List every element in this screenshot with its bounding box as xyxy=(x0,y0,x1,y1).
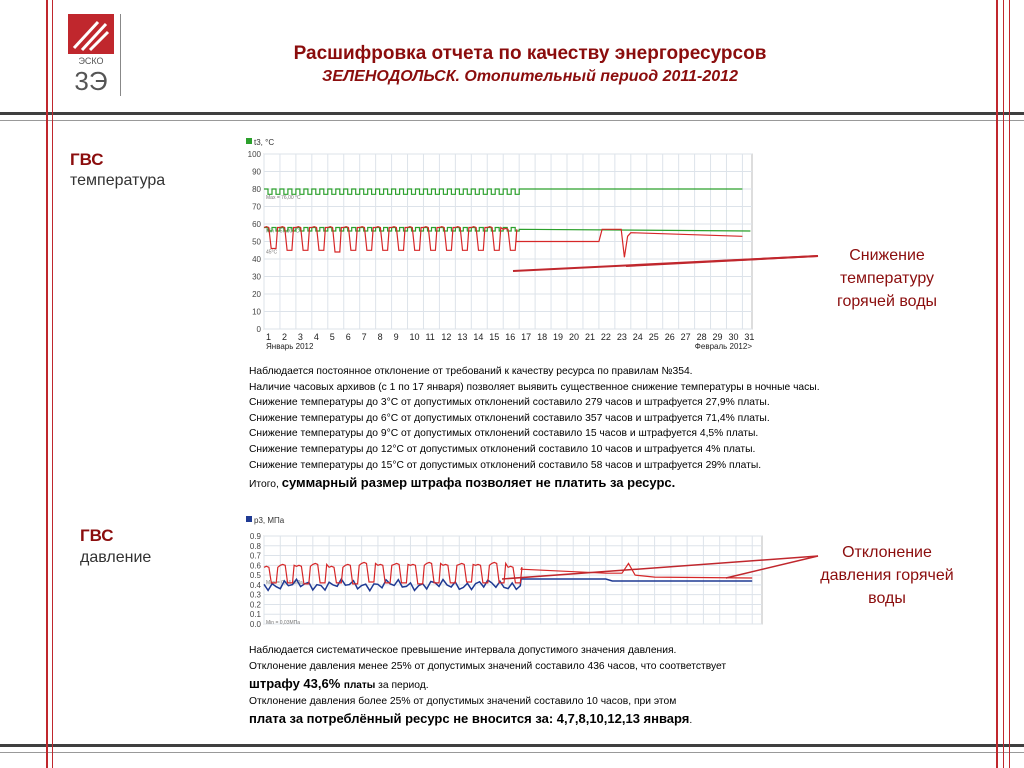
logo-small-text: ЭСКО xyxy=(78,56,104,66)
x-tick-label: 6 xyxy=(345,332,351,342)
x-tick-label: 7 xyxy=(361,332,367,342)
section2-penalty-small: платы xyxy=(343,680,376,692)
section1-line-6: Снижение температуры до 12°С от допустимых отклонений составило 10 часов и штрафуется 4% платы. xyxy=(249,443,756,455)
x-tick-label: 17 xyxy=(521,332,532,342)
x-tick-label: 8 xyxy=(377,332,383,342)
logo-big-text: 3Э xyxy=(74,66,108,96)
section1-line-2: Наличие часовых архивов (с 1 по 17 января) позволяет выявить существенное снижение температуры в ночные часы. xyxy=(249,381,820,393)
section1-total-prefix: Итого, xyxy=(249,479,282,491)
x-tick-label: 31 xyxy=(744,332,755,342)
x-tick-label: 16 xyxy=(505,332,516,342)
x-tick-label: 19 xyxy=(553,332,564,342)
section2-penalty-bold: штрафу 43,6% xyxy=(249,676,344,692)
section2-line-2: Отклонение давления менее 25% от допустимых значений составило 436 часов, что соответствует xyxy=(249,660,727,672)
x-tick-label: 5 xyxy=(329,332,335,342)
y-tick-label: 20 xyxy=(252,290,261,299)
x-tick-label: 2 xyxy=(281,332,287,342)
y-tick-label: 0.6 xyxy=(249,561,261,571)
section1-line-3: Снижение температуры до 3°С от допустимых отклонений составило 279 часов и штрафуется 27,9% платы. xyxy=(249,397,770,409)
y-tick-label: 0.9 xyxy=(249,532,261,541)
section1-subtitle: температура xyxy=(70,172,166,189)
x-tick-label: 26 xyxy=(664,332,675,342)
section1-line-7: Снижение температуры до 15°С от допустимых отклонений составило 58 часов и штрафуется 29% платы. xyxy=(249,459,762,471)
x-tick-label: 11 xyxy=(425,332,435,342)
x-tick-label: 18 xyxy=(537,332,548,342)
x-tick-label: 20 xyxy=(569,332,580,342)
y-tick-label: 90 xyxy=(252,167,261,177)
section2-conclusion-end: . xyxy=(689,715,693,727)
y-tick-label: 0.1 xyxy=(249,610,261,620)
y-tick-label: 30 xyxy=(252,272,261,282)
callout-arrow-temp-2 xyxy=(626,256,818,266)
x-tick-label: 23 xyxy=(616,332,627,342)
y-tick-label: 0.2 xyxy=(249,600,261,610)
section1-total-bold: суммарный размер штрафа позволяет не платить за ресурс. xyxy=(281,475,676,491)
x-tick-label: 24 xyxy=(632,332,643,342)
section1-title: ГВС xyxy=(70,150,104,169)
section2-note: Отклонение давления горячей воды xyxy=(820,544,954,607)
section2-subtitle: давление xyxy=(80,549,152,566)
y-tick-label: 70 xyxy=(252,202,261,212)
reference-line-label: Min = 57,00 °C xyxy=(266,228,300,235)
y-tick-label: 0.7 xyxy=(249,551,261,561)
section2-conclusion-bold: плата за потреблённый ресурс не вносится за: 4,7,8,10,12,13 января xyxy=(249,711,690,727)
reference-line-label: 45°C xyxy=(266,249,278,256)
x-tick-label: 13 xyxy=(457,332,468,342)
y-tick-label: 0.8 xyxy=(249,541,261,551)
section1-line-5: Снижение температуры до 9°С от допустимых отклонений составило 15 часов и штрафуется 4,5% платы. xyxy=(249,428,759,440)
x-tick-label: 10 xyxy=(409,332,420,342)
x-tick-label: 25 xyxy=(648,332,659,342)
x-axis-label-left: Январь 2012 xyxy=(266,342,314,351)
x-tick-label: 4 xyxy=(313,332,319,342)
y-tick-label: 100 xyxy=(247,150,261,159)
x-tick-label: 27 xyxy=(680,332,691,342)
reference-line-label: Max = 0,44 МПа xyxy=(266,579,303,586)
page-title: Расшифровка отчета по качеству энергоресурсов xyxy=(293,43,767,64)
x-tick-label: 1 xyxy=(266,332,272,342)
y-tick-label: 80 xyxy=(252,185,261,194)
reference-line-label: Max = 76,00 °C xyxy=(266,195,301,201)
x-tick-label: 29 xyxy=(712,332,723,342)
x-tick-label: 22 xyxy=(600,332,611,342)
y-tick-label: 0.0 xyxy=(249,620,261,629)
page-subtitle: ЗЕЛЕНОДОЛЬСК. Отопительный период 2011-2012 xyxy=(322,68,738,85)
section1-line-4: Снижение температуры до 6°С от допустимых отклонений составило 357 часов и штрафуется 71,4% платы. xyxy=(249,412,770,424)
y-tick-label: 60 xyxy=(252,220,261,229)
x-tick-label: 28 xyxy=(696,332,707,342)
chart-title: p3, МПа xyxy=(254,516,285,525)
x-tick-label: 30 xyxy=(728,332,739,342)
x-tick-label: 21 xyxy=(584,332,595,342)
y-tick-label: 40 xyxy=(252,255,261,264)
x-tick-label: 3 xyxy=(297,332,303,342)
y-tick-label: 0.5 xyxy=(249,571,261,581)
reference-line-label: Min = 0,03МПа xyxy=(266,620,301,627)
y-tick-label: 0 xyxy=(256,325,261,334)
x-tick-label: 14 xyxy=(473,332,484,342)
y-tick-label: 10 xyxy=(252,307,261,317)
x-tick-label: 9 xyxy=(393,332,399,342)
section1-note: Снижение температуру горячей воды xyxy=(836,247,938,310)
section2-penalty-rest: за период. xyxy=(375,680,429,692)
y-tick-label: 0.4 xyxy=(249,580,261,590)
section1-line-1: Наблюдается постоянное отклонение от требований к качеству ресурса по правилам №354. xyxy=(249,366,693,377)
x-tick-label: 15 xyxy=(489,332,500,342)
section2-title: ГВС xyxy=(80,526,114,545)
y-tick-label: 50 xyxy=(252,237,261,247)
section2-line-1: Наблюдается систематическое превышение интервала допустимого значения давления. xyxy=(249,645,677,656)
section2-line-4: Отклонение давления более 25% от допустимых значений составило 10 часов, при этом xyxy=(249,695,677,707)
y-tick-label: 0.3 xyxy=(249,590,261,600)
chart-title: t3, °C xyxy=(254,138,275,147)
x-tick-label: 12 xyxy=(441,332,452,342)
x-axis-label-right: Февраль 2012> xyxy=(694,342,752,351)
